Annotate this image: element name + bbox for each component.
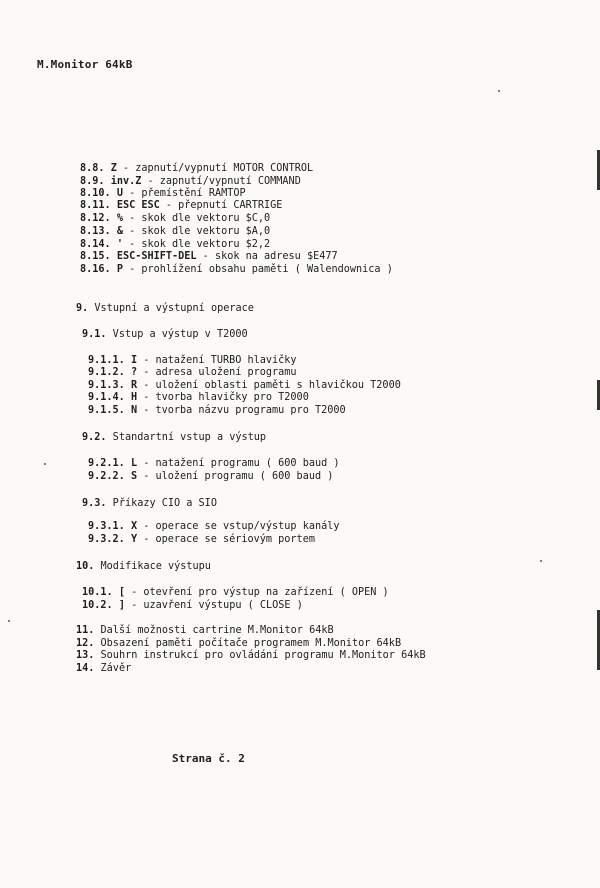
toc-number: 8.14. <box>80 239 111 250</box>
toc-text: Vstup a výstup v T2000 <box>106 329 248 340</box>
toc-line <box>88 534 315 546</box>
toc-text: - operace se vstup/výstup kanály <box>137 521 340 532</box>
toc-text: - zapnutí/vypnutí MOTOR CONTROL <box>116 163 314 174</box>
toc-text: - zapnutí/vypnutí COMMAND <box>141 176 301 187</box>
toc-number: 8.11. <box>80 200 111 211</box>
toc-command-key: ESC ESC <box>116 200 160 211</box>
toc-text: - skok na adresu $E477 <box>196 251 338 262</box>
toc-text: - prohlížení obsahu paměti ( Walendownica ) <box>122 264 393 275</box>
toc-text: - otevření pro výstup na zařízení ( OPEN ) <box>124 587 389 598</box>
toc-text: - natažení programu ( 600 baud ) <box>137 458 340 469</box>
toc-command-key: U <box>116 188 123 199</box>
toc-text: Příkazy CIO a SIO <box>106 498 217 509</box>
toc-text: - uložení oblasti paměti s hlavičkou T2000 <box>137 380 401 391</box>
toc-command-key: Y <box>130 534 138 545</box>
toc-text: - uzavření výstupu ( CLOSE ) <box>124 600 303 611</box>
toc-number: 8.10. <box>80 188 111 199</box>
toc-text: Modifikace výstupu <box>94 561 211 572</box>
toc-line <box>82 587 389 599</box>
toc-command-key: & <box>116 226 123 237</box>
toc-text: - přepnutí CARTRIGE <box>159 200 283 211</box>
toc-number: 9.1.4. <box>88 392 125 403</box>
toc-line <box>88 458 340 470</box>
toc-command-key: ] <box>118 600 125 611</box>
toc-number: 9. <box>76 303 89 314</box>
scan-speck <box>498 90 500 92</box>
toc-number: 11. <box>76 625 95 636</box>
toc-line <box>80 163 313 175</box>
toc-number: 8.15. <box>80 251 111 262</box>
toc-text: - natažení TURBO hlavičky <box>137 355 297 366</box>
toc-line <box>88 355 297 367</box>
toc-line <box>80 264 393 276</box>
toc-number: 9.3.1. <box>88 521 125 532</box>
toc-number: 10. <box>76 561 95 572</box>
toc-command-key: R <box>130 380 138 391</box>
toc-command-key: H <box>130 392 138 403</box>
toc-command-key: L <box>130 458 138 469</box>
toc-number: 10.2. <box>82 600 113 611</box>
toc-number: 8.13. <box>80 226 111 237</box>
toc-line <box>82 329 248 341</box>
toc-text: Standartní vstup a výstup <box>106 432 267 443</box>
toc-number: 8.16. <box>80 264 111 275</box>
toc-line <box>82 498 217 510</box>
toc-text: - uložení programu ( 600 baud ) <box>137 471 334 482</box>
toc-line <box>82 600 303 612</box>
toc-command-key: % <box>116 213 123 224</box>
scan-speck <box>44 463 46 465</box>
toc-command-key: ESC-SHIFT-DEL <box>116 251 197 262</box>
toc-text: - skok dle vektoru $2,2 <box>122 239 271 250</box>
toc-text: Souhrn instrukcí pro ovládání programu M.Monitor 64kB <box>94 650 426 661</box>
toc-line <box>80 239 270 251</box>
toc-text: Další možnosti cartrine M.Monitor 64kB <box>94 625 334 636</box>
toc-text: - skok dle vektoru $A,0 <box>122 226 271 237</box>
toc-line <box>80 226 270 238</box>
toc-line <box>80 213 270 225</box>
toc-line <box>80 251 338 263</box>
toc-command-key: [ <box>118 587 125 598</box>
toc-text: Obsazení paměti počítače programem M.Monitor 64kB <box>94 638 402 649</box>
toc-number: 14. <box>76 663 95 674</box>
toc-line <box>80 188 246 200</box>
toc-line <box>76 650 426 662</box>
scan-speck <box>8 620 10 622</box>
toc-text: - tvorba hlavičky pro T2000 <box>137 392 309 403</box>
toc-line <box>88 392 309 404</box>
document-title: M.Monitor 64kB <box>37 58 133 71</box>
toc-number: 8.9. <box>80 176 105 187</box>
toc-number: 10.1. <box>82 587 113 598</box>
toc-number: 9.3. <box>82 498 107 509</box>
toc-command-key: ' <box>116 239 123 250</box>
toc-number: 8.12. <box>80 213 111 224</box>
toc-line <box>76 561 211 573</box>
toc-line <box>76 663 131 675</box>
toc-line <box>76 625 334 637</box>
toc-number: 9.2.1. <box>88 458 125 469</box>
toc-number: 9.2.2. <box>88 471 125 482</box>
toc-number: 9.1.1. <box>88 355 125 366</box>
toc-number: 9.1. <box>82 329 107 340</box>
scan-speck <box>540 560 542 562</box>
toc-line <box>88 405 346 417</box>
toc-line <box>76 638 401 650</box>
toc-line <box>88 521 340 533</box>
toc-command-key: ? <box>130 367 138 378</box>
toc-text: - přemístění RAMTOP <box>122 188 246 199</box>
toc-text: - adresa uložení programu <box>137 367 297 378</box>
toc-number: 13. <box>76 650 95 661</box>
toc-number: 9.1.3. <box>88 380 125 391</box>
toc-line <box>88 367 297 379</box>
toc-line <box>80 200 282 212</box>
toc-line <box>82 432 266 444</box>
toc-text: - skok dle vektoru $C,0 <box>122 213 271 224</box>
toc-line <box>76 303 254 315</box>
toc-text: Vstupní a výstupní operace <box>88 303 254 314</box>
toc-command-key: I <box>130 355 138 366</box>
toc-command-key: N <box>130 405 138 416</box>
toc-command-key: inv.Z <box>110 176 142 187</box>
toc-number: 8.8. <box>80 163 105 174</box>
toc-command-key: X <box>130 521 138 532</box>
toc-number: 12. <box>76 638 95 649</box>
toc-text: - tvorba názvu programu pro T2000 <box>137 405 346 416</box>
toc-command-key: S <box>130 471 138 482</box>
page-number: Strana č. 2 <box>172 752 245 765</box>
toc-number: 9.1.5. <box>88 405 125 416</box>
toc-command-key: P <box>116 264 123 275</box>
toc-text: Závěr <box>94 663 132 674</box>
toc-number: 9.1.2. <box>88 367 125 378</box>
toc-line <box>80 176 301 188</box>
toc-line <box>88 471 333 483</box>
toc-command-key: Z <box>110 163 117 174</box>
toc-line <box>88 380 401 392</box>
toc-number: 9.2. <box>82 432 107 443</box>
toc-text: - operace se sériovým portem <box>137 534 315 545</box>
toc-number: 9.3.2. <box>88 534 125 545</box>
